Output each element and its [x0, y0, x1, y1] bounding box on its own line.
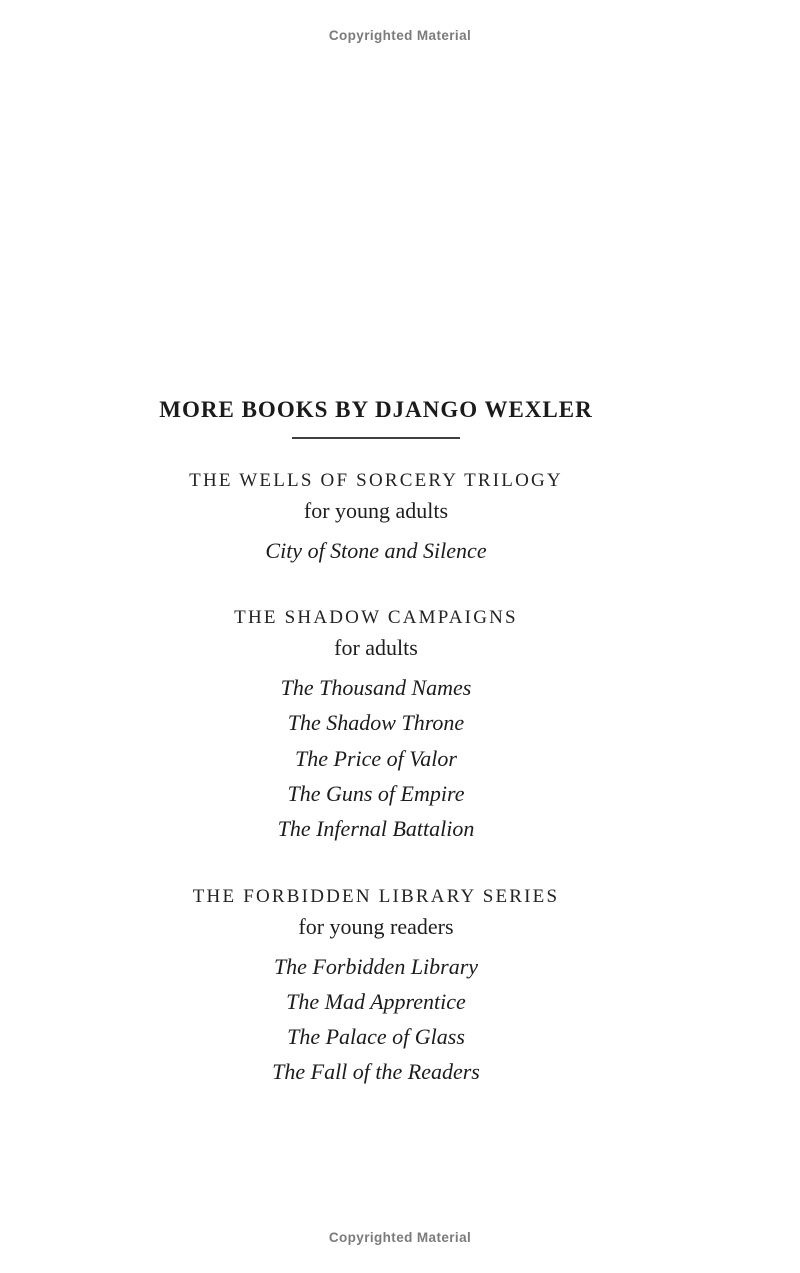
series-heading-shadow-campaigns: THE SHADOW CAMPAIGNS	[234, 607, 518, 628]
book-title: The Mad Apprentice	[286, 989, 466, 1014]
book-title: The Price of Valor	[295, 746, 457, 771]
book-title: The Palace of Glass	[287, 1024, 465, 1049]
page-title: MORE BOOKS BY DJANGO WEXLER	[159, 397, 593, 422]
series-heading-forbidden-library: THE FORBIDDEN LIBRARY SERIES	[192, 886, 560, 907]
book-title: The Forbidden Library	[273, 954, 479, 979]
book-title: The Shadow Throne	[287, 710, 465, 735]
series-heading-wells-of-sorcery: THE WELLS OF SORCERY TRILOGY	[189, 470, 563, 491]
audience-label: for young readers	[298, 914, 454, 939]
book-title: The Infernal Battalion	[277, 816, 475, 841]
title-divider-rule	[292, 437, 460, 439]
book-title: The Guns of Empire	[287, 781, 465, 806]
book-title: The Fall of the Readers	[272, 1059, 480, 1084]
book-title: The Thousand Names	[280, 675, 472, 700]
copyright-notice-bottom: Copyrighted Material	[328, 1230, 472, 1245]
audience-label: for adults	[334, 635, 418, 660]
audience-label: for young adults	[303, 498, 449, 523]
book-title: City of Stone and Silence	[265, 538, 487, 563]
copyright-notice-top: Copyrighted Material	[328, 28, 472, 43]
